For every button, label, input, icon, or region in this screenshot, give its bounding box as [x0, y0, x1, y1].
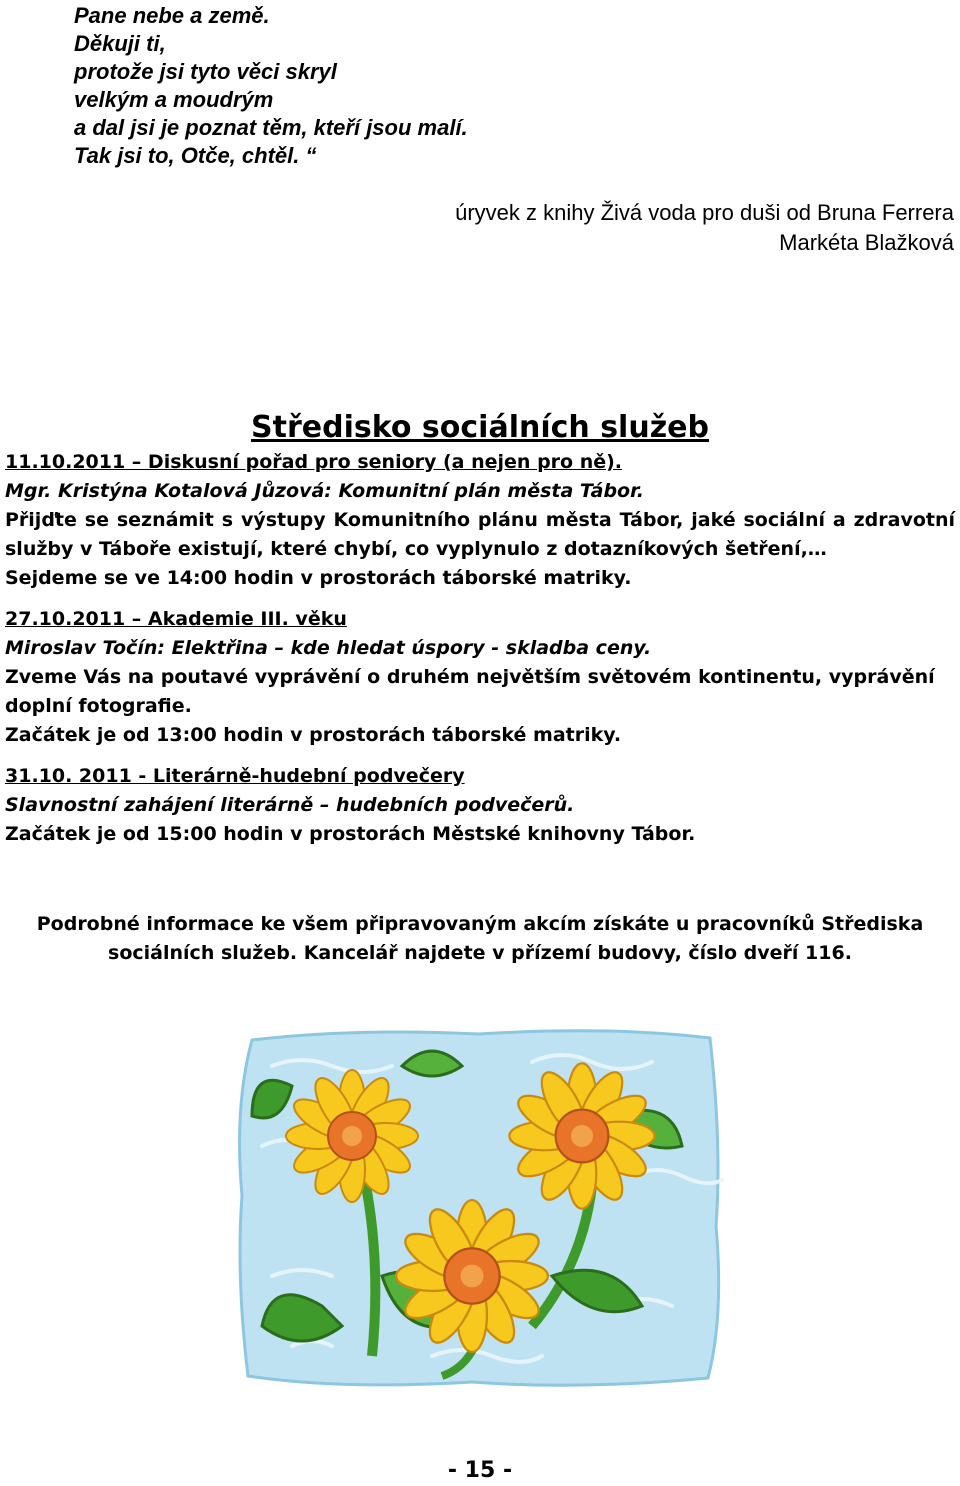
- event-description: Přijďte se seznámit s výstupy Komunitního plánu města Tábor, jaké sociální a zdravotní služby v Táboře existují, které chybí, co vyplynulo z dotazníkových šetření,…: [5, 509, 955, 560]
- poem-line: protože jsi tyto věci skryl: [74, 59, 337, 84]
- poem-line: Pane nebe a země.: [74, 3, 270, 28]
- event-time: Sejdeme se ve 14:00 hodin v prostorách táborské matriky.: [5, 567, 632, 589]
- event-subtitle: Mgr. Kristýna Kotalová Jůzová: Komunitní plán města Tábor.: [5, 480, 644, 502]
- poem-source: [455, 198, 954, 258]
- poem-line: Děkuji ti,: [74, 31, 166, 56]
- source-author: Markéta Blažková: [779, 230, 954, 255]
- event-time: Začátek je od 13:00 hodin v prostorách táborské matriky.: [5, 724, 622, 746]
- event-subtitle: Miroslav Točín: Elektřina – kde hledat úspory - skladba ceny.: [5, 637, 652, 659]
- page-number: - 15 -: [447, 1458, 513, 1483]
- events-list: [5, 448, 955, 849]
- poem: [74, 2, 468, 170]
- event-title: 31.10. 2011 - Literárně-hudební podvečery: [5, 765, 465, 787]
- poem-line: a dal jsi je poznat těm, kteří jsou malí.: [74, 115, 468, 140]
- poem-line: velkým a moudrým: [74, 87, 274, 112]
- event: [5, 762, 955, 849]
- flowers-illustration: [232, 1026, 724, 1390]
- flowers-icon: [232, 1026, 724, 1390]
- poem-line: Tak jsi to, Otče, chtěl. “: [74, 143, 317, 168]
- event: [5, 605, 955, 750]
- source-excerpt: úryvek z knihy Živá voda pro duši od Bruna Ferrera: [455, 200, 954, 225]
- section-heading: Středisko sociálních služeb: [251, 410, 709, 445]
- event: [5, 448, 955, 593]
- event-time: Začátek je od 15:00 hodin v prostorách Městské knihovny Tábor.: [5, 823, 696, 845]
- event-description: Zveme Vás na poutavé vyprávění o druhém největším světovém kontinentu, vyprávění doplní fotografie.: [5, 666, 935, 717]
- event-subtitle: Slavnostní zahájení literárně – hudebních podvečerů.: [5, 794, 575, 816]
- contact-info: Podrobné informace ke všem připravovaným akcím získáte u pracovníků Střediska sociálních služeb. Kancelář najdete v přízemí budovy, číslo dveří 116.: [36, 913, 924, 964]
- event-title: 27.10.2011 – Akademie III. věku: [5, 608, 347, 630]
- event-title: 11.10.2011 – Diskusní pořad pro seniory (a nejen pro ně).: [5, 451, 623, 473]
